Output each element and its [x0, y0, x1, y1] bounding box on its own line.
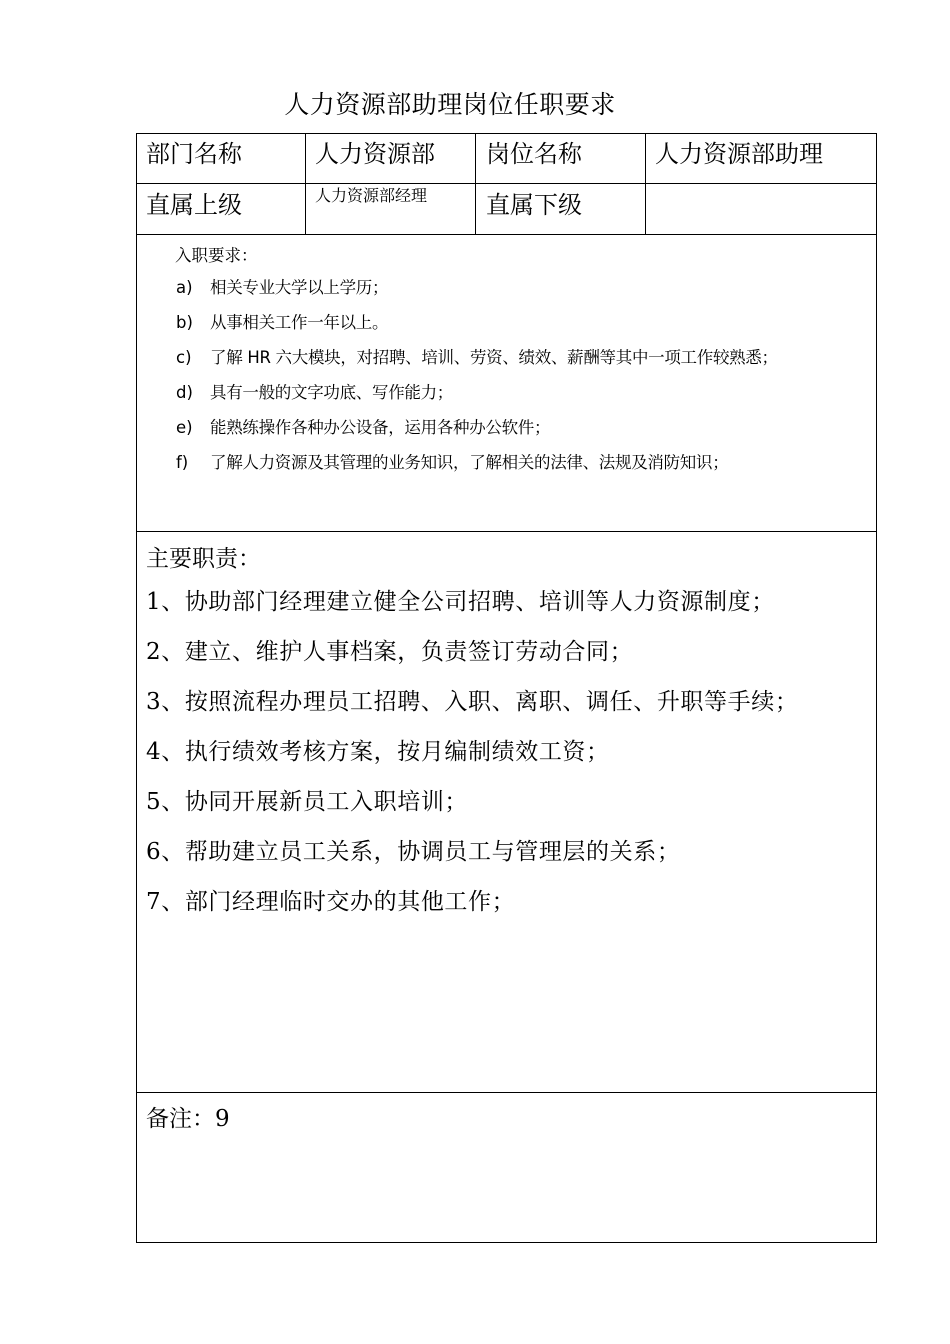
direct-superior-value: 人力资源部经理 [315, 186, 428, 205]
page-title: 人力资源部助理岗位任职要求 [284, 90, 616, 119]
list-item-marker: c) [176, 348, 192, 367]
list-item [176, 453, 778, 488]
table-rule-duties-bottom [136, 1092, 877, 1093]
remarks-text: 备注：9 [146, 1106, 230, 1132]
dept-name-label: 部门名称 [146, 140, 242, 168]
list-item-marker: d) [176, 383, 193, 402]
table-rule-col3 [645, 133, 646, 234]
list-item-text: 了解人力资源及其管理的业务知识，了解相关的法律、法规及消防知识； [210, 453, 729, 472]
list-item-text: 相关专业大学以上学历； [210, 278, 389, 297]
list-item: 4、执行绩效考核方案，按月编制绩效工资； [146, 739, 610, 765]
list-item-marker: a) [176, 278, 193, 297]
direct-subordinate-label: 直属下级 [486, 191, 582, 219]
post-name-value: 人力资源部助理 [655, 140, 823, 168]
table-rule-requirements-bottom [136, 531, 877, 532]
list-item: 3、按照流程办理员工招聘、入职、离职、调任、升职等手续； [146, 689, 799, 715]
list-item: 2、建立、维护人事档案，负责签订劳动合同； [146, 639, 634, 665]
post-name-label: 岗位名称 [486, 140, 582, 168]
list-item: 5、协同开展新员工入职培训； [146, 789, 469, 815]
list-item-marker: f) [176, 453, 189, 472]
list-item: 1、协助部门经理建立健全公司招聘、培训等人力资源制度； [146, 589, 775, 615]
duties-list [146, 588, 798, 938]
list-item [176, 278, 778, 313]
requirements-list [176, 278, 778, 488]
list-item-text: 能熟练操作各种办公设备，运用各种办公软件； [210, 418, 551, 437]
list-item-marker: e) [176, 418, 193, 437]
list-item: 6、帮助建立员工关系，协调员工与管理层的关系； [146, 839, 681, 865]
list-item: 7、部门经理临时交办的其他工作； [146, 889, 516, 915]
list-item [176, 348, 778, 383]
table-rule-col1 [305, 133, 306, 234]
table-rule-row2-bottom [136, 234, 877, 235]
list-item [176, 313, 778, 348]
table-rule-col2 [475, 133, 476, 234]
list-item [176, 383, 778, 418]
requirements-heading: 入职要求： [175, 246, 258, 265]
duties-heading: 主要职责： [146, 546, 261, 572]
table-rule-row1-bottom [136, 183, 877, 184]
direct-superior-label: 直属上级 [146, 191, 242, 219]
list-item-text: 了解 HR 六大模块，对招聘、培训、劳资、绩效、薪酬等其中一项工作较熟悉； [210, 348, 778, 367]
list-item-marker: b) [176, 313, 193, 332]
list-item-text: 从事相关工作一年以上。 [210, 313, 389, 332]
dept-name-value: 人力资源部 [315, 140, 435, 168]
list-item-text: 具有一般的文字功底、写作能力； [210, 383, 454, 402]
list-item [176, 418, 778, 453]
